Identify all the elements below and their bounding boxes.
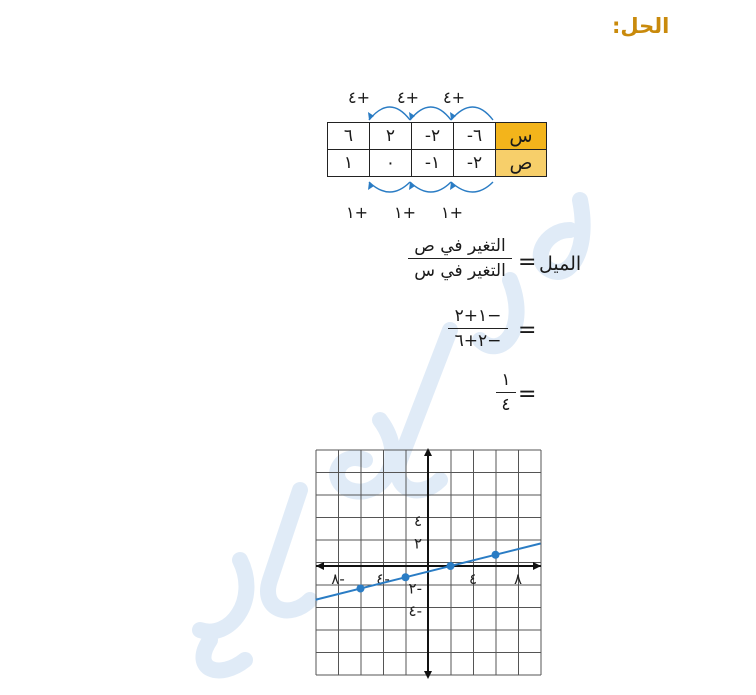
x-axis-arrow xyxy=(316,562,324,570)
table-header-y: ص xyxy=(496,150,547,177)
y-tick-label: ٤- xyxy=(408,602,422,620)
fraction-denominator: التغير في س xyxy=(414,261,506,281)
bottom-arrows xyxy=(327,178,507,204)
fraction-numerator: ١ xyxy=(496,370,516,393)
fraction-denominator: −٢+٦ xyxy=(454,331,502,351)
y-tick-label: ٤ xyxy=(413,512,422,530)
table-cell: ١ xyxy=(328,150,370,177)
graph-point xyxy=(447,562,455,570)
graph-point xyxy=(357,585,365,593)
x-axis-arrow xyxy=(533,562,541,570)
equals-sign-2: = xyxy=(518,318,537,343)
slope-label: الميل xyxy=(539,253,582,275)
table-cell: ٢- xyxy=(454,150,496,177)
x-tick-label: ٨- xyxy=(331,570,345,588)
step2-fraction xyxy=(448,306,508,351)
table-row-y xyxy=(328,150,547,177)
y-axis-arrow xyxy=(424,448,432,456)
table-header-x: س xyxy=(496,123,547,150)
fraction-denominator: ٤ xyxy=(501,395,511,415)
table-cell: ٦- xyxy=(454,123,496,150)
coordinate-graph xyxy=(312,446,546,682)
x-tick-label: ٤ xyxy=(468,570,478,588)
table-cell: ١- xyxy=(412,150,454,177)
table-cell: ٢- xyxy=(412,123,454,150)
fraction-numerator: −١+٢ xyxy=(448,306,508,329)
result-fraction xyxy=(496,370,516,415)
y-tick-label: ٢ xyxy=(413,534,422,553)
x-tick-label: ٨ xyxy=(513,570,523,588)
fraction-numerator: التغير في ص xyxy=(408,236,512,259)
table-row-x xyxy=(328,123,547,150)
solution-heading: الحل: xyxy=(612,14,670,38)
equals-sign: = xyxy=(518,250,537,275)
y-tick-label: ٢- xyxy=(408,579,422,598)
top-diff-3: +٤ xyxy=(443,88,465,107)
slope-fraction xyxy=(408,236,512,281)
bottom-diff-2: +١ xyxy=(394,203,416,222)
bottom-diff-1: +١ xyxy=(346,203,368,222)
top-diff-1: +٤ xyxy=(348,88,370,107)
x-tick-label: ٤- xyxy=(376,570,390,588)
table-cell: ٢ xyxy=(370,123,412,150)
graph-point xyxy=(402,573,410,581)
equals-sign-3: = xyxy=(518,382,537,407)
table-cell: ٦ xyxy=(328,123,370,150)
graph-point xyxy=(492,551,500,559)
top-diff-2: +٤ xyxy=(397,88,419,107)
table-cell: ٠ xyxy=(370,150,412,177)
values-table xyxy=(327,122,547,177)
bottom-diff-3: +١ xyxy=(441,203,463,222)
